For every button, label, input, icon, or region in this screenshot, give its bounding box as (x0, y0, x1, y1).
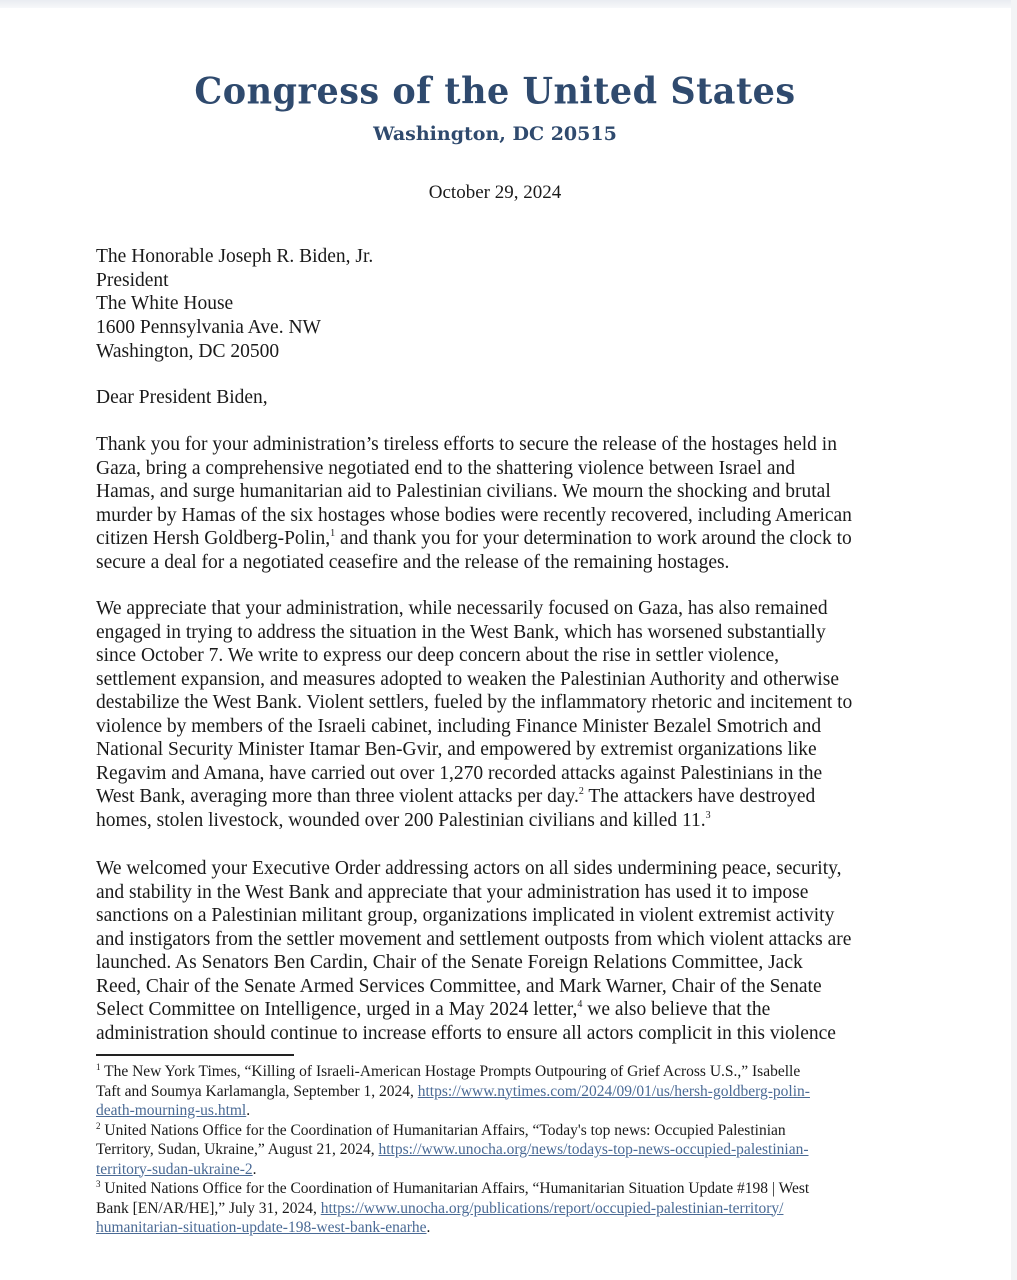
footnote-link[interactable]: https://www.unocha.org/news/todays-top-news-occupied-palestinian- (378, 1141, 809, 1158)
text-segment: and thank you for your determination to work around the clock to (335, 528, 852, 549)
footnote-link[interactable]: humanitarian-situation-update-198-west-bank-enarhe (96, 1219, 427, 1236)
text-segment: we also believe that the (582, 999, 771, 1020)
text-line (96, 785, 906, 809)
text-line: administration should continue to increase efforts to ensure all actors complicit in this violence (96, 1022, 836, 1044)
letter-date: October 29, 2024 (428, 182, 562, 203)
salutation: Dear President Biden, (96, 387, 268, 408)
text-line: Reed, Chair of the Senate Armed Services Committee, and Mark Warner, Chair of the Senate (96, 975, 822, 997)
text-segment: West Bank, averaging more than three violent attacks per day. (96, 786, 579, 807)
text-segment: Select Committee on Intelligence, urged in a May 2024 letter, (96, 999, 578, 1020)
footnote-number: 1 (96, 1062, 101, 1072)
footnote-number: 3 (96, 1179, 101, 1189)
address-line: President (96, 269, 169, 291)
footnote-link[interactable]: death-mourning-us.html (96, 1102, 247, 1119)
footnote-text: Territory, Sudan, Ukraine,” August 21, 2024, (96, 1141, 379, 1158)
address-line: Washington, DC 20500 (96, 340, 280, 362)
address-line: The White House (96, 293, 234, 315)
text-line: launched. As Senators Ben Cardin, Chair of the Senate Foreign Relations Committee, Jack (96, 952, 803, 973)
footnote-1 (96, 1062, 896, 1121)
footnote-text: The New York Times, “Killing of Israeli-American Hostage Prompts Outpouring of Grief Across U.S.,” Isabelle (104, 1063, 801, 1080)
footnote-link[interactable]: territory-sudan-ukraine-2 (96, 1160, 253, 1178)
footnote-line (96, 1121, 896, 1141)
text-segment: citizen Hersh Goldberg-Polin, (96, 528, 331, 549)
footnote-text: Bank [EN/AR/HE],” July 31, 2024, (96, 1199, 321, 1217)
letterhead-subtitle: Washington, DC 20515 (373, 123, 617, 145)
letterhead (0, 66, 990, 148)
footnote-line (96, 1179, 896, 1199)
footnote-number: 2 (96, 1120, 101, 1131)
text-line (96, 998, 906, 1022)
footnote-line (96, 1082, 896, 1102)
text-line: We welcomed your Executive Order addressing actors on all sides undermining peace, security, (96, 858, 842, 879)
text-segment: The attackers have destroyed (583, 786, 816, 807)
footnote-end: . (426, 1219, 431, 1236)
text-line: destabilize the West Bank. Violent settlers, fueled by the inflammatory rhetoric and incitement to (96, 692, 853, 713)
paragraph-3 (96, 857, 906, 1045)
footnote-line (96, 1062, 896, 1082)
text-line: sanctions on a Palestinian militant group, organizations implicated in violent extremist activity (96, 905, 835, 926)
footnote-ref-2: 2 (578, 786, 584, 797)
address-line: 1600 Pennsylvania Ave. NW (96, 317, 321, 339)
text-line (96, 809, 906, 833)
footnote-end: . (246, 1102, 251, 1119)
footnote-line (96, 1218, 896, 1238)
text-line: and stability in the West Bank and appreciate that your administration has used it to impose (96, 881, 809, 903)
footnote-link[interactable]: https://www.unocha.org/publications/report/occupied-palestinian-territory/ (320, 1199, 784, 1217)
paragraph-2 (96, 597, 906, 832)
text-line: Hamas, and surge humanitarian aid to Palestinian civilians. We mourn the shocking and brutal (96, 481, 831, 502)
footnote-2 (96, 1121, 896, 1180)
right-edge (1011, 0, 1017, 1280)
footnote-text: United Nations Office for the Coordination of Humanitarian Affairs, “Humanitarian Situation Update #198 | West (104, 1180, 810, 1197)
footnote-divider (96, 1054, 294, 1056)
text-line: Gaza, bring a comprehensive negotiated end to the shattering violence between Israel and (96, 457, 796, 479)
footnote-line (96, 1199, 896, 1219)
text-line: National Security Minister Itamar Ben-Gvir, and empowered by extremist organizations like (96, 739, 817, 760)
footnote-text: United Nations Office for the Coordination of Humanitarian Affairs, “Today's top news: Occupied Palestinian (104, 1121, 786, 1139)
text-line: We appreciate that your administration, while necessarily focused on Gaza, has also remained (96, 598, 828, 619)
text-line: murder by Hamas of the six hostages whose bodies were recently recovered, including American (96, 504, 852, 526)
footnote-end: . (252, 1160, 257, 1178)
footnote-ref-3: 3 (705, 809, 711, 821)
footnote-line (96, 1101, 896, 1121)
footnote-link[interactable]: https://www.nytimes.com/2024/09/01/us/hersh-goldberg-polin- (417, 1082, 810, 1100)
text-line (96, 527, 906, 551)
top-edge (0, 0, 1017, 8)
footnotes (96, 1062, 896, 1238)
footnote-3 (96, 1179, 896, 1238)
footnote-ref-1: 1 (330, 528, 336, 539)
text-line: Regavim and Amana, have carried out over 1,270 recorded attacks against Palestinians in the (96, 762, 823, 784)
text-line: since October 7. We write to express our deep concern about the rise in settler violence, (96, 645, 780, 666)
footnote-line (96, 1160, 896, 1180)
footnote-line (96, 1140, 896, 1160)
paragraph-1 (96, 433, 906, 574)
text-line: settlement expansion, and measures adopted to weaken the Palestinian Authority and otherwise (96, 668, 839, 690)
text-line: violence by members of the Israeli cabinet, including Finance Minister Bezalel Smotrich and (96, 715, 822, 737)
letterhead-title: Congress of the United States (194, 69, 796, 113)
text-line: Thank you for your administration’s tireless efforts to secure the release of the hostages held in (96, 434, 837, 455)
text-line: and instigators from the settler movement and settlement outposts from which violent attacks are (96, 928, 852, 950)
text-segment: homes, stolen livestock, wounded over 200 Palestinian civilians and killed 11. (96, 809, 706, 831)
recipient-address (96, 245, 373, 364)
address-line: The Honorable Joseph R. Biden, Jr. (96, 246, 374, 267)
footnote-text: Taft and Soumya Karlamangla, September 1, 2024, (96, 1082, 418, 1100)
text-line: engaged in trying to address the situation in the West Bank, which has worsened substantially (96, 621, 826, 643)
text-line: secure a deal for a negotiated ceasefire and the release of the remaining hostages. (96, 551, 730, 573)
footnote-ref-4: 4 (577, 999, 583, 1010)
